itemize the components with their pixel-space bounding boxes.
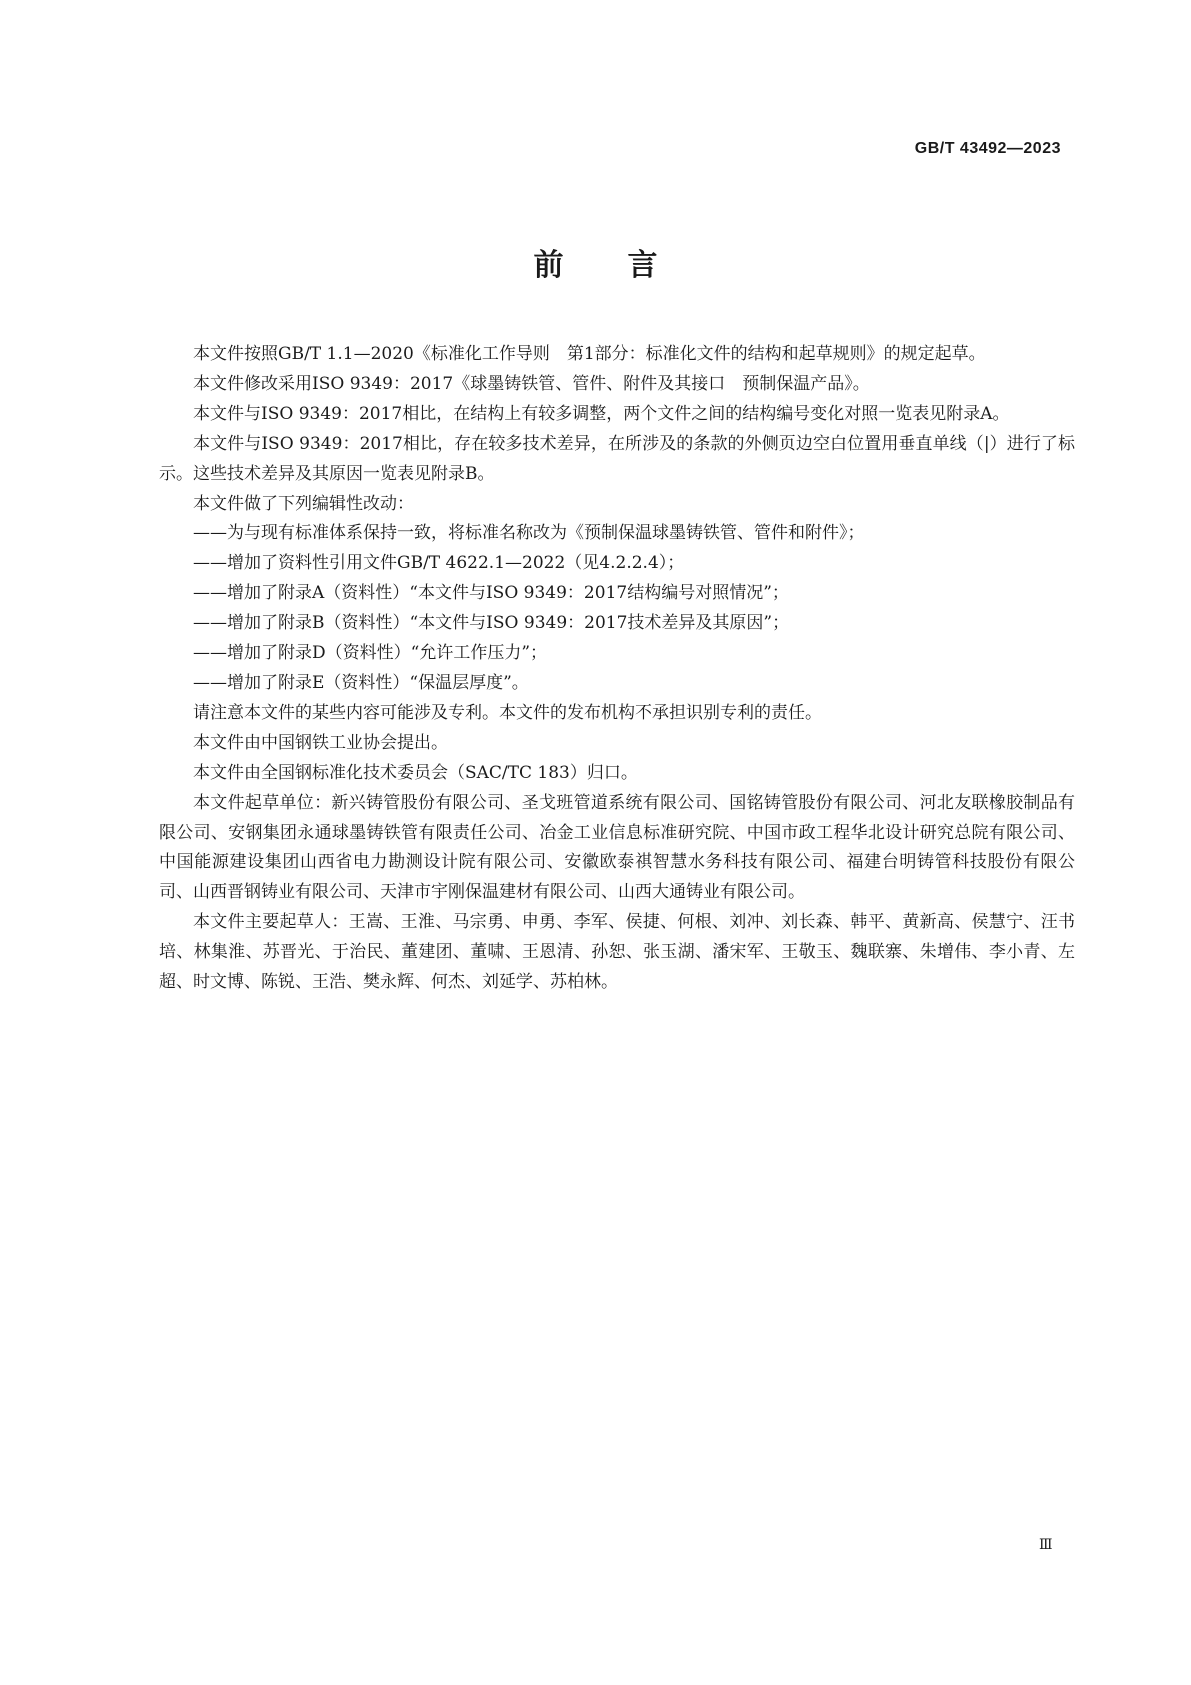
list-item: ——增加了资料性引用文件GB/T 4622.1—2022（见4.2.2.4）；: [193, 553, 685, 574]
paragraph-proposed-by: 本文件由中国钢铁工业协会提出。: [193, 732, 448, 753]
paragraph-technical-differences: 本文件与ISO 9349：2017相比，存在较多技术差异，在所涉及的条款的外侧页边空白位置用垂直单线（|）进行了标示。这些技术差异及其原因一览表见附录B。: [159, 433, 1075, 484]
paragraph-editorial-changes: 本文件做了下列编辑性改动：: [193, 493, 414, 514]
paragraph-adoption: 本文件修改采用ISO 9349：2017《球墨铸铁管、管件、附件及其接口 预制保温产品》。: [193, 373, 870, 394]
page-title: 前言: [533, 248, 722, 283]
paragraph-drafters: 本文件主要起草人：王嵩、王淮、马宗勇、申勇、李军、侯捷、何根、刘冲、刘长森、韩平、黄新高、侯慧宁、汪书培、林集淮、苏晋光、于治民、董建团、董啸、王恩清、孙恕、张玉湖、潘宋军、王敬玉、魏联寨、朱增伟、李小青、左超、时文博、陈锐、王浩、樊永辉、何杰、刘延学、苏柏林。: [159, 912, 1075, 993]
list-item: ——为与现有标准体系保持一致，将标准名称改为《预制保温球墨铸铁管、管件和附件》；: [193, 523, 865, 544]
page-number: Ⅲ: [1038, 1537, 1053, 1553]
paragraph-structure-changes: 本文件与ISO 9349：2017相比，在结构上有较多调整，两个文件之间的结构编号变化对照一览表见附录A。: [193, 403, 1010, 424]
list-item: ——增加了附录D（资料性）“允许工作压力”；: [193, 643, 548, 664]
document-body: [159, 340, 1075, 998]
list-item: ——增加了附录E（资料性）“保温层厚度”。: [193, 672, 529, 693]
list-item: ——增加了附录B（资料性）“本文件与ISO 9349：2017技术差异及其原因”；: [193, 613, 790, 634]
paragraph-patent-notice: 请注意本文件的某些内容可能涉及专利。本文件的发布机构不承担识别专利的责任。: [193, 702, 822, 723]
paragraph-drafting-organizations: 本文件起草单位：新兴铸管股份有限公司、圣戈班管道系统有限公司、国铭铸管股份有限公司、河北友联橡胶制品有限公司、安钢集团永通球墨铸铁管有限责任公司、冶金工业信息标准研究院、中国市政工程华北设计研究总院有限公司、中国能源建设集团山西省电力勘测设计院有限公司、安徽欧泰祺智慧水务科技有限公司、福建台明铸管科技股份有限公司、山西晋钢铸业有限公司、天津市宇刚保温建材有限公司、山西大通铸业有限公司。: [159, 792, 1075, 903]
standard-number: GB/T 43492—2023: [914, 140, 1061, 157]
list-item: ——增加了附录A（资料性）“本文件与ISO 9349：2017结构编号对照情况”；: [193, 583, 789, 604]
paragraph-drafting-rules: 本文件按照GB/T 1.1—2020《标准化工作导则 第1部分：标准化文件的结构和起草规则》的规定起草。: [193, 344, 986, 364]
paragraph-technical-committee: 本文件由全国钢标准化技术委员会（SAC/TC 183）归口。: [193, 762, 638, 783]
